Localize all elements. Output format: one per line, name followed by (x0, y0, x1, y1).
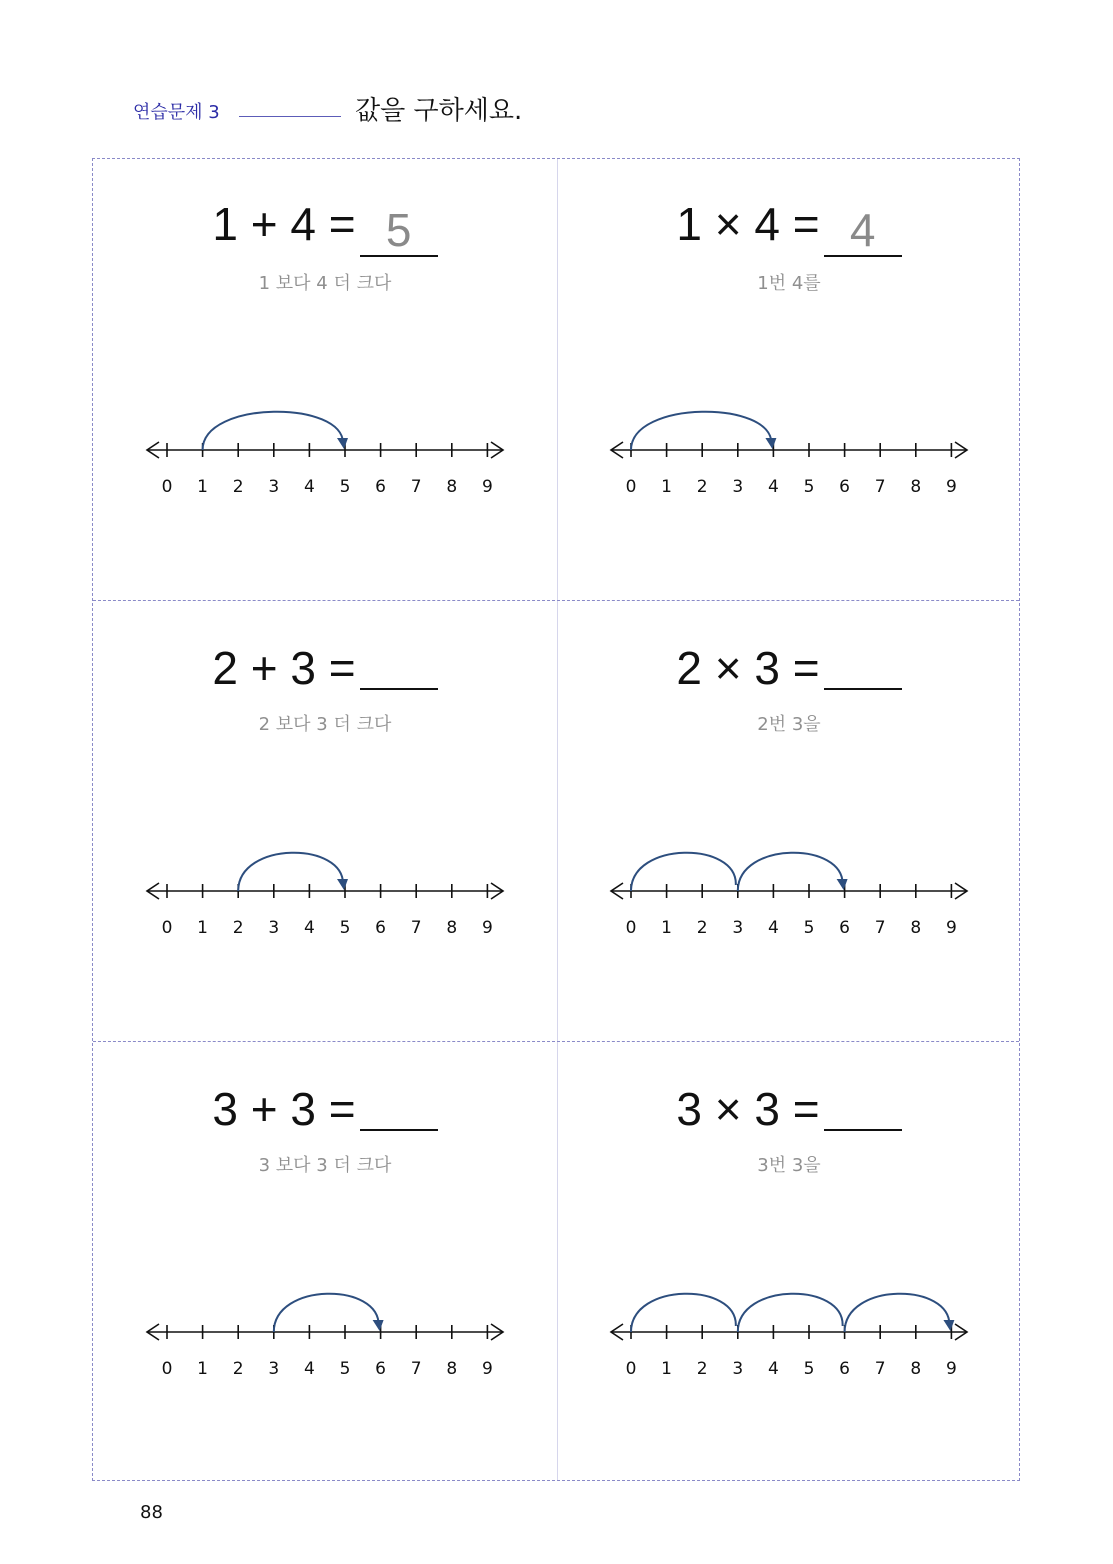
page-number: 88 (140, 1502, 163, 1523)
tick-label: 2 (696, 477, 708, 497)
tick-label: 7 (410, 918, 422, 938)
tick-label: 0 (625, 918, 637, 938)
instruction-text: 값을 구하세요. (355, 96, 523, 126)
exercise-label: 연습문제 3 (133, 102, 220, 123)
jump-arc (238, 853, 343, 891)
tick-label: 1 (197, 477, 209, 497)
hint-text: 1 보다 4 더 크다 (258, 273, 392, 294)
equation (557, 1079, 1021, 1136)
tick-label: 5 (339, 477, 351, 497)
tick-label: 1 (661, 477, 673, 497)
tick-label: 5 (339, 1359, 351, 1379)
hint-text: 2 보다 3 더 크다 (258, 714, 392, 735)
jump-arc (631, 1294, 736, 1332)
jump-arc (631, 412, 771, 450)
tick-label: 6 (839, 918, 851, 938)
answer-blank[interactable]: 4 (824, 205, 902, 257)
problem-cell (557, 600, 1021, 1041)
jump-arc (274, 1294, 379, 1332)
equation (557, 638, 1021, 695)
tick-label: 5 (803, 477, 815, 497)
tick-label: 2 (232, 1359, 244, 1379)
tick-label: 8 (910, 1359, 922, 1379)
tick-label: 3 (732, 1359, 744, 1379)
tick-label: 5 (803, 918, 815, 938)
equation-text: 3 + 3 = (212, 1083, 356, 1135)
tick-label: 9 (945, 1359, 957, 1379)
tick-label: 5 (339, 918, 351, 938)
equation (557, 197, 1021, 257)
tick-label: 0 (161, 477, 173, 497)
tick-label: 1 (661, 918, 673, 938)
tick-label: 1 (197, 1359, 209, 1379)
jump-arrowhead (943, 1320, 954, 1331)
problem-grid (92, 158, 1020, 1481)
number-line (605, 403, 975, 503)
tick-label: 4 (303, 477, 315, 497)
problem-cell (557, 159, 1021, 600)
answer-blank[interactable] (360, 638, 438, 690)
tick-label: 0 (161, 1359, 173, 1379)
tick-label: 8 (446, 1359, 458, 1379)
problem-cell (93, 1041, 557, 1482)
tick-label: 8 (446, 918, 458, 938)
tick-label: 7 (874, 1359, 886, 1379)
jump-arrowhead (337, 438, 348, 449)
name-blank[interactable] (239, 116, 341, 117)
jump-arc (631, 853, 736, 891)
tick-label: 0 (625, 477, 637, 497)
jump-arrowhead (837, 879, 848, 890)
tick-label: 4 (303, 1359, 315, 1379)
jump-arc (738, 853, 843, 891)
tick-label: 2 (696, 918, 708, 938)
tick-label: 4 (303, 918, 315, 938)
problem-cell (93, 159, 557, 600)
answer-blank[interactable] (824, 638, 902, 690)
tick-label: 2 (696, 1359, 708, 1379)
equation (93, 1079, 557, 1136)
hint-text: 3번 3을 (757, 1155, 821, 1176)
hint-text: 1번 4를 (757, 273, 821, 294)
tick-label: 3 (732, 918, 744, 938)
number-line (141, 1285, 511, 1385)
number-line (141, 844, 511, 944)
tick-label: 5 (803, 1359, 815, 1379)
tick-label: 1 (661, 1359, 673, 1379)
tick-label: 9 (945, 477, 957, 497)
tick-label: 6 (375, 918, 387, 938)
tick-label: 2 (232, 477, 244, 497)
tick-label: 7 (410, 1359, 422, 1379)
tick-label: 7 (874, 918, 886, 938)
number-line (605, 1285, 975, 1385)
jump-arrowhead (337, 879, 348, 890)
tick-label: 6 (375, 477, 387, 497)
tick-label: 1 (197, 918, 209, 938)
tick-label: 4 (767, 1359, 779, 1379)
tick-label: 3 (268, 477, 280, 497)
tick-label: 6 (839, 477, 851, 497)
tick-label: 3 (268, 1359, 280, 1379)
problem-cell (557, 1041, 1021, 1482)
tick-label: 3 (732, 477, 744, 497)
hint-text: 3 보다 3 더 크다 (258, 1155, 392, 1176)
equation-text: 3 × 3 = (676, 1083, 820, 1135)
answer-blank[interactable] (824, 1079, 902, 1131)
jump-arc (738, 1294, 843, 1332)
jump-arrowhead (765, 438, 776, 449)
tick-label: 9 (481, 918, 493, 938)
problem-cell (93, 600, 557, 1041)
tick-label: 7 (874, 477, 886, 497)
tick-label: 2 (232, 918, 244, 938)
tick-label: 9 (481, 1359, 493, 1379)
hint-text: 2번 3을 (757, 714, 821, 735)
answer-blank[interactable] (360, 1079, 438, 1131)
tick-label: 8 (910, 477, 922, 497)
equation-text: 1 × 4 = (676, 198, 820, 250)
equation (93, 197, 557, 257)
equation (93, 638, 557, 695)
tick-label: 0 (161, 918, 173, 938)
tick-label: 9 (945, 918, 957, 938)
answer-blank[interactable]: 5 (360, 205, 438, 257)
jump-arrowhead (373, 1320, 384, 1331)
number-line (141, 403, 511, 503)
tick-label: 8 (446, 477, 458, 497)
tick-label: 3 (268, 918, 280, 938)
tick-label: 9 (481, 477, 493, 497)
tick-label: 7 (410, 477, 422, 497)
tick-label: 4 (767, 477, 779, 497)
equation-text: 2 × 3 = (676, 642, 820, 694)
tick-label: 6 (839, 1359, 851, 1379)
tick-label: 0 (625, 1359, 637, 1379)
tick-label: 4 (767, 918, 779, 938)
tick-label: 8 (910, 918, 922, 938)
number-line (605, 844, 975, 944)
equation-text: 2 + 3 = (212, 642, 356, 694)
jump-arc (203, 412, 343, 450)
equation-text: 1 + 4 = (212, 198, 356, 250)
tick-label: 6 (375, 1359, 387, 1379)
jump-arc (845, 1294, 950, 1332)
